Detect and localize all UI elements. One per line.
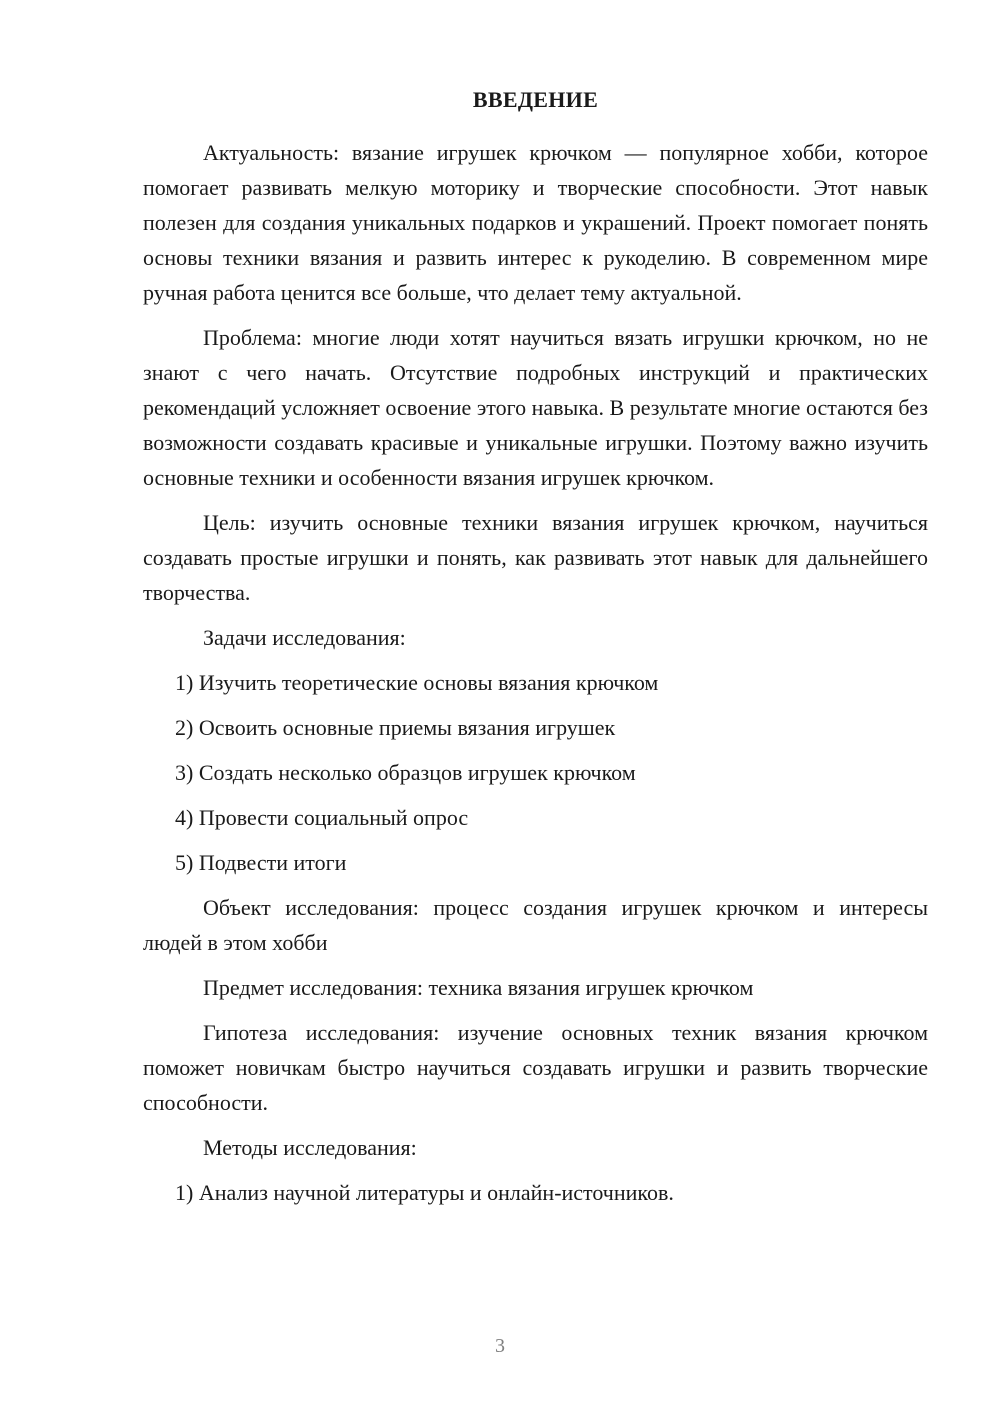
object-paragraph: Объект исследования: процесс создания игрушек крючком и интересы людей в этом хобби xyxy=(143,895,928,955)
methods-heading: Методы исследования: xyxy=(203,1135,417,1160)
problem-paragraph: Проблема: многие люди хотят научиться вязать игрушки крючком, но не знают с чего начать. Отсутствие подробных инструкций и практических рекомендаций усложняет освоение этого навыка. В результате многие остаются без возможности создавать красивые и уникальные игрушки. Поэтому важно изучить основные техники и особенности вязания игрушек крючком. xyxy=(143,325,928,490)
tasks-heading: Задачи исследования: xyxy=(203,625,406,650)
task-item-2: 2) Освоить основные приемы вязания игрушек xyxy=(175,715,616,740)
task-item-4: 4) Провести социальный опрос xyxy=(175,805,469,830)
subject-paragraph: Предмет исследования: техника вязания игрушек крючком xyxy=(203,975,754,1000)
page-content xyxy=(143,88,928,1220)
page-number: 3 xyxy=(495,1335,505,1357)
task-item-5: 5) Подвести итоги xyxy=(175,850,347,875)
goal-paragraph: Цель: изучить основные техники вязания игрушек крючком, научиться создавать простые игрушки и понять, как развивать этот навык для дальнейшего творчества. xyxy=(143,510,928,605)
page-title: ВВЕДЕНИЕ xyxy=(472,87,599,112)
task-item-3: 3) Создать несколько образцов игрушек крючком xyxy=(175,760,636,785)
task-item-1: 1) Изучить теоретические основы вязания крючком xyxy=(175,670,659,695)
relevance-paragraph: Актуальность: вязание игрушек крючком — популярное хобби, которое помогает развивать мелкую моторику и творческие способности. Этот навык полезен для создания уникальных подарков и украшений. Проект помогает понять основы техники вязания и развить интерес к рукоделию. В современном мире ручная работа ценится все больше, что делает тему актуальной. xyxy=(143,140,928,305)
hypothesis-paragraph: Гипотеза исследования: изучение основных техник вязания крючком поможет новичкам быстро научиться создавать игрушки и развить творческие способности. xyxy=(143,1020,928,1115)
method-item-1: 1) Анализ научной литературы и онлайн-источников. xyxy=(175,1180,674,1205)
